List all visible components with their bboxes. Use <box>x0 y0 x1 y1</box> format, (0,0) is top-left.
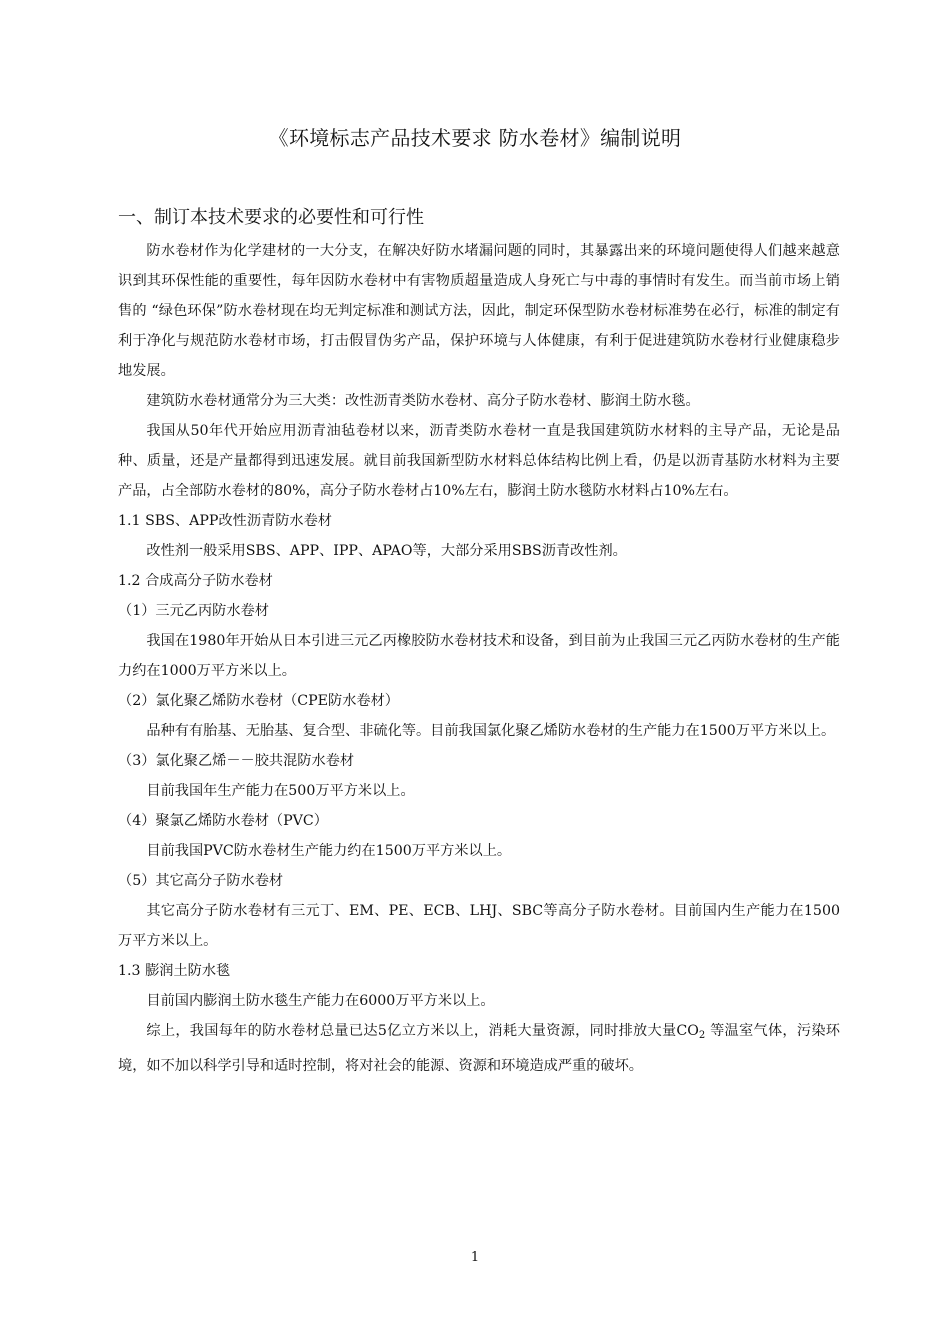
paragraph: 我国在1980年开始从日本引进三元乙丙橡胶防水卷材技术和设备，到目前为止我国三元乙丙防水卷材的生产能力约在1000万平方米以上。 <box>118 633 840 679</box>
item-heading: （3）氯化聚乙烯－－胶共混防水卷材 <box>118 753 355 769</box>
document-body <box>118 236 840 1081</box>
subsection-heading: 1.1 SBS、APP改性沥青防水卷材 <box>118 513 332 529</box>
item-heading: （1）三元乙丙防水卷材 <box>118 603 269 619</box>
paragraph: 目前国内膨润土防水毯生产能力在6000万平方米以上。 <box>146 993 495 1009</box>
summary-text-a: 综上，我国每年的防水卷材总量已达5亿立方米以上，消耗大量资源，同时排放大量CO <box>146 1023 699 1039</box>
subsection-heading: 1.2 合成高分子防水卷材 <box>118 573 273 589</box>
item-heading: （2）氯化聚乙烯防水卷材（CPE防水卷材） <box>118 693 399 709</box>
subsection-heading: 1.3 膨润土防水毯 <box>118 963 231 979</box>
paragraph-summary <box>118 1016 840 1081</box>
paragraph: 改性剂一般采用SBS、APP、IPP、APAO等，大部分采用SBS沥青改性剂。 <box>146 543 627 559</box>
paragraph: 品种有有胎基、无胎基、复合型、非硫化等。目前我国氯化聚乙烯防水卷材的生产能力在1500万平方米以上。 <box>146 723 836 739</box>
paragraph: 目前我国年生产能力在500万平方米以上。 <box>146 783 415 799</box>
section-heading: 一、制订本技术要求的必要性和可行性 <box>118 207 424 228</box>
page-number: 1 <box>470 1250 480 1265</box>
document-title: 《环境标志产品技术要求 防水卷材》编制说明 <box>268 126 682 150</box>
paragraph: 防水卷材作为化学建材的一大分支，在解决好防水堵漏问题的同时，其暴露出来的环境问题使得人们越来越意识到其环保性能的重要性，每年因防水卷材中有害物质超量造成人身死亡与中毒的事情时有发生。而当前市场上销售的 “绿色环保”防水卷材现在均无判定标准和测试方法，因此，制定环保型防水卷材标准势在必行，标准的制定有利于净化与规范防水卷材市场，打击假冒伪劣产品，保护环境与人体健康，有利于促进建筑防水卷材行业健康稳步地发展。 <box>118 243 840 379</box>
paragraph: 建筑防水卷材通常分为三大类：改性沥青类防水卷材、高分子防水卷材、膨润土防水毯。 <box>146 393 700 409</box>
paragraph: 其它高分子防水卷材有三元丁、EM、PE、ECB、LHJ、SBC等高分子防水卷材。目前国内生产能力在1500万平方米以上。 <box>118 903 840 949</box>
summary-text-b: 等温室气体，污染环境，如不加以科学引导和适时控制，将对社会的能源、资源和环境造成严重的破坏。 <box>118 1023 840 1074</box>
item-heading: （4）聚氯乙烯防水卷材（PVC） <box>118 813 328 829</box>
paragraph: 目前我国PVC防水卷材生产能力约在1500万平方米以上。 <box>146 843 512 859</box>
subscript-2: 2 <box>698 1030 706 1041</box>
paragraph: 我国从50年代开始应用沥青油毡卷材以来，沥青类防水卷材一直是我国建筑防水材料的主导产品，无论是品种、质量，还是产量都得到迅速发展。就目前我国新型防水材料总体结构比例上看，仍是以沥青基防水材料为主要产品，占全部防水卷材的80%，高分子防水卷材占10%左右，膨润土防水毯防水材料占10%左右。 <box>118 423 840 499</box>
item-heading: （5）其它高分子防水卷材 <box>118 873 284 889</box>
